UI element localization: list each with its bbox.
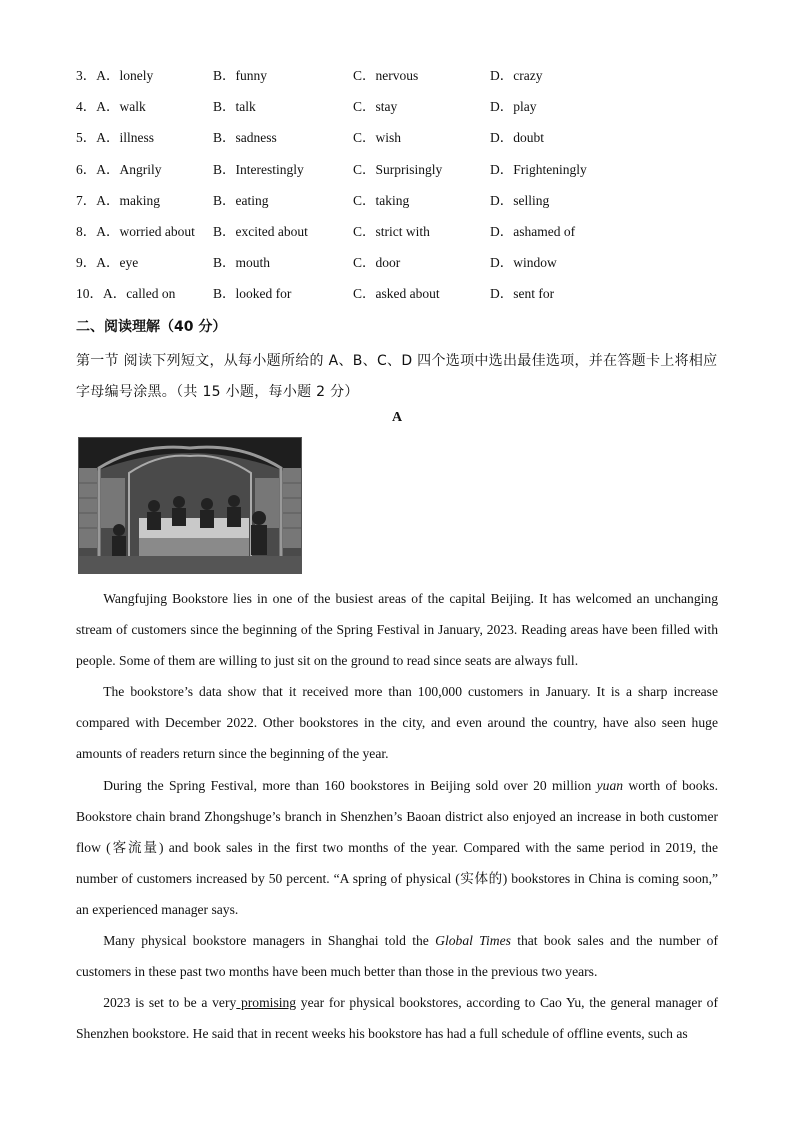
question-a: 7．A．making: [76, 192, 160, 208]
section-title: 二、阅读理解（40 分）: [76, 319, 227, 335]
option-b: B．mouth: [213, 255, 271, 271]
option-c: C．taking: [353, 192, 410, 208]
question-a: 8．A．worried about: [76, 223, 195, 239]
question-a: 6．A．Angrily: [76, 161, 162, 177]
option-row: [76, 160, 726, 191]
option-b: B．eating: [213, 192, 269, 208]
option-d: D．selling: [490, 192, 550, 208]
passage-body: [76, 583, 718, 1049]
option-c: C．door: [353, 255, 401, 271]
option-b: B．sadness: [213, 130, 277, 146]
option-b: B．excited about: [213, 223, 308, 239]
paragraph-5: 2023 is set to be a very promising year for physical bookstores, according to Cao Yu, the general manager of Shenzhen bookstore. He said that in recent weeks his bookstore has had a full schedule of offline events, such as: [76, 995, 719, 1042]
option-c: C．asked about: [353, 286, 440, 302]
option-d: D．Frighteningly: [490, 161, 587, 177]
option-row: [76, 253, 726, 284]
option-c: C．Surprisingly: [353, 161, 443, 177]
paragraph-4: Many physical bookstore managers in Shanghai told the Global Times that book sales and the number of customers in these past two months have been much better than those in the previous two years.: [76, 933, 718, 980]
paragraph-2: The bookstore’s data show that it received more than 100,000 customers in January. It is a sharp increase compared with December 2022. Other bookstores in the city, and even around the country, have also seen huge amounts of readers return since the beginning of the year.: [76, 684, 718, 762]
option-d: D．doubt: [490, 130, 544, 146]
question-a: 10．A．called on: [76, 286, 176, 302]
question-a: 4．A．walk: [76, 99, 146, 115]
option-d: D．ashamed of: [490, 223, 576, 239]
option-c: C．wish: [353, 130, 402, 146]
option-d: D．window: [490, 255, 557, 271]
section-instructions: 第一节 阅读下列短文，从每小题所给的 A、B、C、D 四个选项中选出最佳选项，并在答题卡上将相应字母编号涂黑。（共 15 小题，每小题 2 分）: [76, 353, 718, 400]
answer-options: [76, 66, 726, 316]
option-c: C．nervous: [353, 68, 419, 83]
option-b: B．Interestingly: [213, 161, 304, 177]
option-b: B．funny: [213, 68, 267, 83]
option-row: [76, 222, 726, 253]
question-a: 9．A．eye: [76, 255, 139, 271]
passage-label: A: [391, 410, 403, 425]
option-row: [76, 66, 726, 97]
option-b: B．talk: [213, 99, 256, 115]
question-a: 3．A．lonely: [76, 68, 154, 83]
option-c: C．strict with: [353, 223, 430, 239]
option-row: [76, 191, 726, 222]
option-row: [76, 284, 726, 315]
paragraph-1: Wangfujing Bookstore lies in one of the busiest areas of the capital Beijing. It has welcomed an unchanging stream of customers since the beginning of the Spring Festival in January, 2023. Reading areas have been filled with people. Some of them are willing to just sit on the ground to read since seats are always full.: [76, 591, 718, 669]
bookstore-photo: [78, 437, 302, 574]
option-b: B．looked for: [213, 286, 292, 302]
option-c: C．stay: [353, 99, 398, 115]
option-row: [76, 128, 726, 159]
option-d: D．play: [490, 99, 537, 115]
option-d: D．sent for: [490, 286, 555, 302]
paragraph-3: During the Spring Festival, more than 160 bookstores in Beijing sold over 20 million yuan worth of books. Bookstore chain brand Zhongshuge’s branch in Shenzhen’s Baoan district also enjoyed an increase in both customer flow (客流量) and book sales in the first two months of the year. Compared with the same period in 2019, the number of customers increased by 50 percent. “A spring of physical (实体的) bookstores in China is coming soon,” an experienced manager says.: [76, 777, 718, 917]
question-a: 5．A．illness: [76, 130, 155, 146]
bookstore-photo-image: [79, 438, 301, 573]
option-row: [76, 97, 726, 128]
option-d: D．crazy: [490, 68, 543, 83]
